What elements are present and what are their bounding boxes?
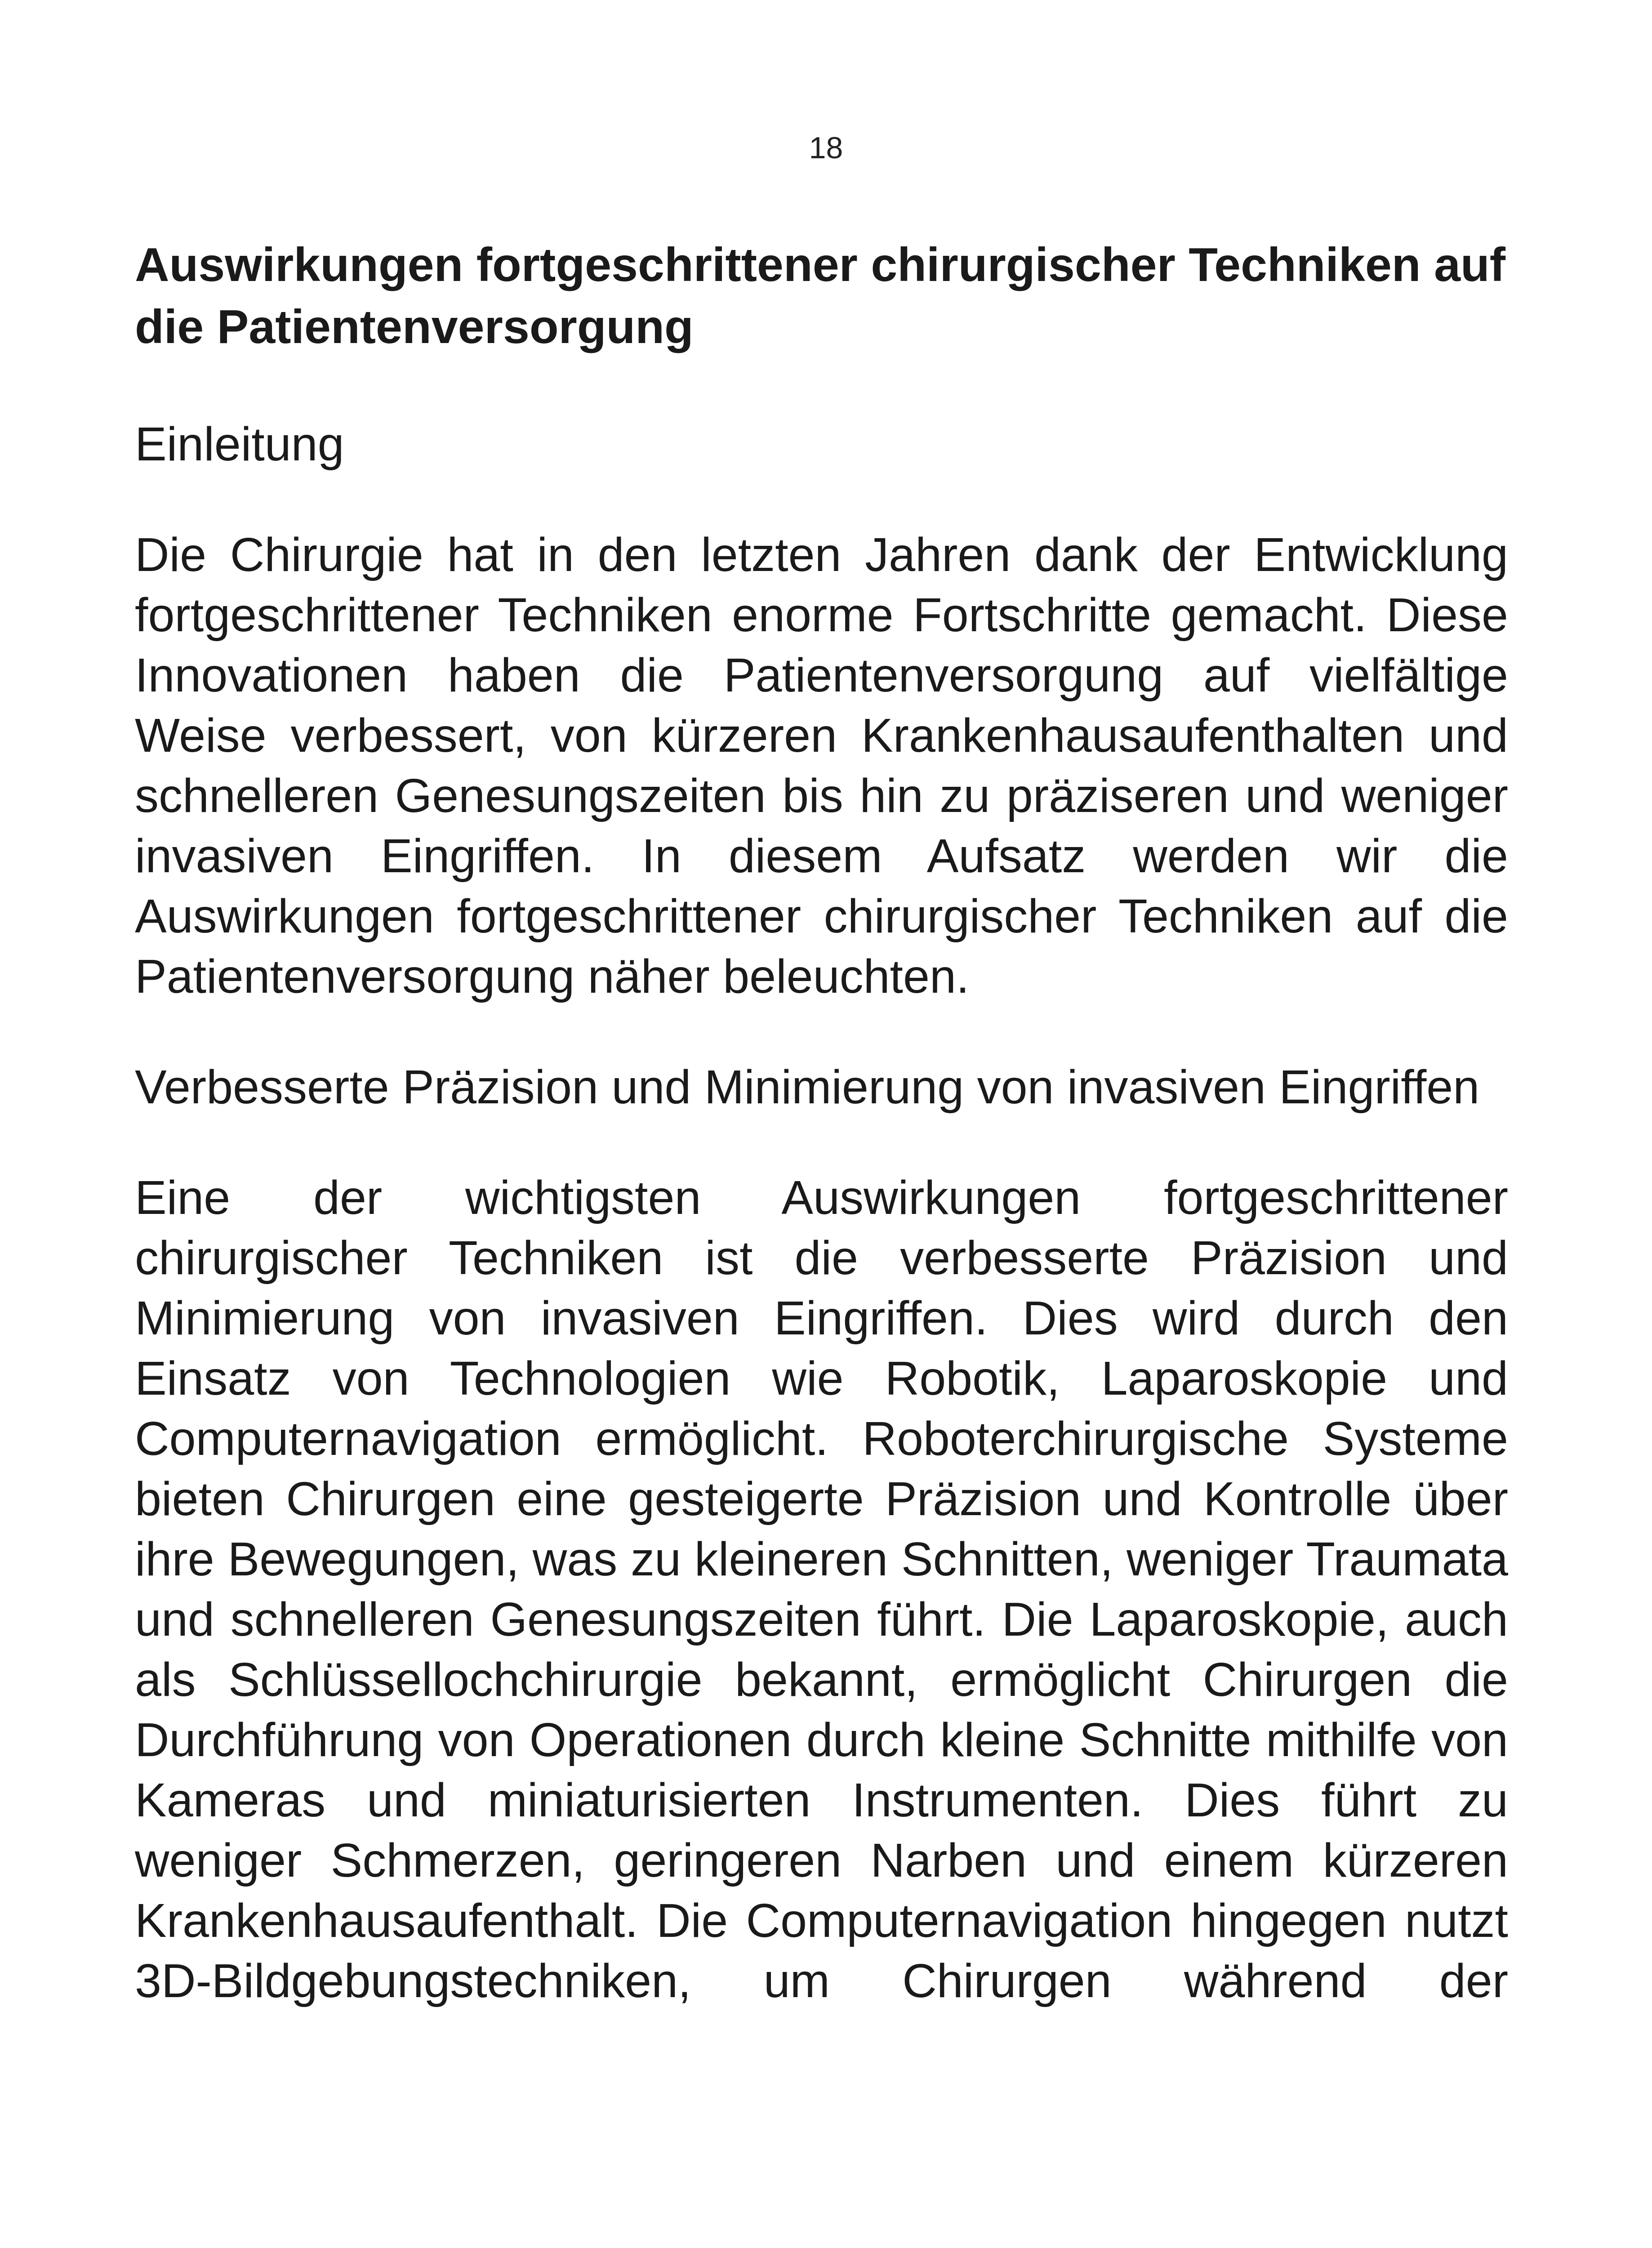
- intro-paragraph: Die Chirurgie hat in den letzten Jahren dank der Entwicklung fortgeschrittener Techniken enorme Fortschritte gemacht. Diese Innovationen haben die Patientenversorgung auf vielfältige Weise verbessert, von kürzeren Krankenhausaufenthalten und schnelleren Genesungszeiten bis hin zu präziseren und weniger invasiven Eingriffen. In diesem Aufsatz werden wir die Auswirkungen fortgeschrittener chirurgischer Techniken auf die Patientenversorgung näher beleuchten.: [135, 528, 1508, 1003]
- spacer: [135, 1007, 1508, 1057]
- section-paragraph: Eine der wichtigsten Auswirkungen fortgeschrittener chirurgischer Techniken ist die verbesserte Präzision und Minimierung von invasiven Eingriffen. Dies wird durch den Einsatz von Technologien wie Robotik, Laparoskopie und Computernavigation ermöglicht. Roboterchirurgische Systeme bieten Chirurgen eine gesteigerte Präzision und Kontrolle über ihre Bewegungen, was zu kleineren Schnitten, weniger Traumata und schnelleren Genesungszeiten führt. Die Laparoskopie, auch als Schlüssellochchirurgie bekannt, ermöglicht Chirurgen die Durchführung von Operationen durch kleine Schnitte mithilfe von Kameras und miniaturisierten Instrumenten. Dies führt zu weniger Schmerzen, geringeren Narben und einem kürzeren Krankenhausaufenthalt. Die Computernavigation hingegen nutzt 3D-Bildgebungstechniken, um Chirurgen während der: [135, 1171, 1508, 2007]
- page-content: [135, 234, 1508, 2011]
- spacer: [135, 474, 1508, 525]
- spacer: [135, 358, 1508, 414]
- article-title: Auswirkungen fortgeschrittener chirurgischer Techniken auf die Patientenversorgung: [135, 238, 1506, 353]
- page-number: 18: [809, 131, 843, 165]
- spacer: [135, 1117, 1508, 1168]
- section-heading: Verbesserte Präzision und Minimierung von invasiven Eingriffen: [135, 1061, 1480, 1114]
- intro-heading: Einleitung: [135, 418, 344, 471]
